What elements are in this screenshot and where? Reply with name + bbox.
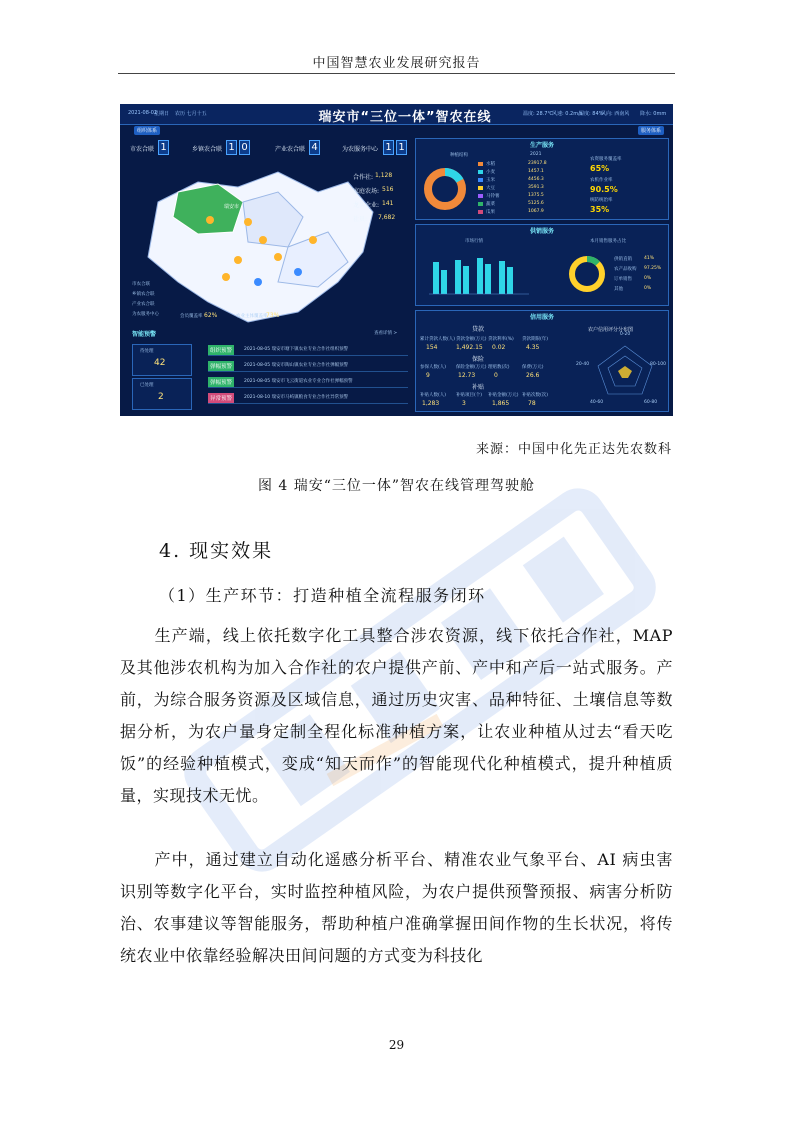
alert-count-value: 42: [154, 358, 166, 368]
map-stat-value: 141: [382, 200, 394, 207]
orders-donut: [565, 252, 609, 296]
crop-value: 4456.3: [528, 177, 544, 182]
crop-swatch: [478, 162, 483, 166]
crop-swatch: [478, 194, 483, 198]
stat-label: 乡镇农合联: [192, 146, 223, 153]
crop-name: 玉米: [486, 178, 495, 183]
stat-digit: 4: [309, 140, 320, 155]
alert-text: 2021-08-10 瑞安市马屿镇粮食专业合作社异常预警: [244, 395, 349, 400]
radar-label: 0-20: [620, 332, 631, 337]
alert-row[interactable]: [208, 392, 408, 404]
dashboard-temp: 温度: 28.7℃: [523, 111, 554, 117]
market-bars: [425, 252, 535, 297]
stat-digit: 1: [226, 140, 237, 155]
credit-item-value: 0.02: [492, 344, 506, 351]
legend-item: 产业农合联: [132, 302, 155, 307]
credit-item-label: 参保人数(人): [420, 365, 447, 370]
stat-digit: 1: [158, 140, 169, 155]
market-label: 市场行情: [465, 239, 483, 244]
map-marker: [234, 256, 242, 264]
alert-row[interactable]: [208, 360, 408, 372]
alert-row[interactable]: [208, 376, 408, 388]
production-title: 生产服务: [530, 142, 555, 149]
map-pct-value: 73%: [266, 312, 280, 319]
credit-item-label: 贷款利率(%): [488, 337, 514, 342]
stat-digit: 1: [383, 140, 394, 155]
credit-item-value: 3: [462, 400, 466, 407]
map-stat-value: 7,682: [378, 214, 396, 221]
legend-item: 乡镇农合联: [132, 292, 155, 297]
dashboard-wind: 风速: 0.2m/s: [552, 111, 583, 117]
credit-item-value: 154: [426, 344, 438, 351]
alert-text: 2021-08-05 瑞安市陶山镇农业专业合作社弹幅预警: [244, 363, 349, 368]
map-marker: [222, 273, 230, 281]
rate-value: 65%: [590, 164, 610, 173]
alert-row[interactable]: [208, 344, 408, 356]
radar-label: 20-40: [576, 362, 590, 367]
subsidy-label: 补贴: [472, 384, 485, 391]
crop-swatch: [478, 202, 483, 206]
credit-item-value: 1,865: [492, 400, 510, 407]
credit-item-value: 1,283: [422, 400, 440, 407]
credit-item-label: 补贴人数(人): [420, 393, 447, 398]
order-item: 其他: [614, 287, 623, 292]
alert-count-label: 已处理: [140, 383, 154, 388]
page-number: 29: [388, 1038, 405, 1052]
paragraph-text: 产中，通过建立自动化遥感分析平台、精准农业气象平台、AI 病虫害识别等数字化平台，实时监控种植风险，为农户提供预警预报、病害分析防治、农事建议等智能服务，帮助种植户准确掌握田间作物的生长状况，将传统农业中依靠经验解决田间问题的方式变为科技化: [120, 850, 673, 965]
crop-name: 瓜果: [486, 210, 495, 215]
dashboard-winddir: 风向: 西南风: [601, 111, 630, 117]
credit-item-value: 1,492.15: [456, 344, 483, 351]
credit-item-value: 12.73: [458, 372, 476, 379]
map-marker: [244, 218, 252, 226]
paragraph: [120, 844, 673, 972]
credit-item-value: 9: [426, 372, 430, 379]
year-select[interactable]: 2021: [530, 152, 542, 157]
map-marker: [309, 236, 317, 244]
map-region-label: 瑞安市: [224, 204, 240, 210]
insure-label: 保险: [472, 356, 485, 363]
rate-label: 农机作业率: [590, 178, 613, 183]
loan-label: 贷款: [472, 326, 485, 333]
map-marker: [206, 216, 214, 224]
map-stat-label: 家庭农场:: [353, 188, 380, 195]
org-system-tag: 组织体系: [134, 126, 160, 135]
region-map: [128, 162, 388, 332]
radar-label: 40-60: [590, 400, 604, 405]
alert-tag: 弹幅预警: [208, 361, 234, 371]
order-item: 供销直销: [614, 257, 632, 262]
crop-name: 蔬菜: [486, 202, 495, 207]
header-rule: [118, 73, 675, 74]
stat-digit: 0: [239, 140, 250, 155]
crop-value: 1457.1: [528, 169, 544, 174]
alerts-more-link[interactable]: 查看详情 >: [374, 331, 398, 336]
map-marker: [294, 268, 302, 276]
map-pct-label: 农业主体覆盖率: [236, 314, 268, 319]
crop-structure-label: 种植结构: [450, 153, 468, 158]
order-item: 订单销售: [614, 277, 632, 282]
crop-donut: [420, 164, 470, 214]
crop-swatch: [478, 178, 483, 182]
crop-value: 5125.6: [528, 201, 544, 206]
crop-value: 1067.9: [528, 209, 544, 214]
service-system-tag: 服务体系: [638, 126, 664, 135]
alert-count-value: 2: [158, 392, 164, 402]
crop-value: 3591.3: [528, 185, 544, 190]
supply-title: 供销服务: [530, 228, 555, 235]
alert-text: 2021-08-05 瑞安市塘下镇农业专业合作社组织预警: [244, 347, 349, 352]
figure-caption: 图 4 瑞安“三位一体”智农在线管理驾驶舱: [257, 478, 536, 494]
credit-item-label: 贷款期限(年): [522, 337, 549, 342]
map-stat-label: 社员:: [353, 216, 368, 223]
stat-digit: 1: [396, 140, 407, 155]
legend-item: 市农合联: [132, 282, 150, 287]
crop-swatch: [478, 210, 483, 214]
radar-title: 农户信用评分分布图: [588, 327, 634, 333]
map-stat-value: 516: [382, 186, 394, 193]
page-header: 中国智慧农业发展研究报告: [312, 56, 481, 71]
crop-name: 大豆: [486, 186, 495, 191]
legend-item: 为农服务中心: [132, 312, 159, 317]
map-marker: [254, 278, 262, 286]
dashboard-rain: 降水: 0mm: [640, 111, 667, 117]
credit-item-label: 保险金额(万元): [456, 365, 487, 370]
crop-name: 水稻: [486, 162, 495, 167]
order-item-value: 41%: [644, 256, 655, 261]
rate-value: 35%: [590, 205, 610, 214]
credit-item-value: 78: [528, 400, 536, 407]
alert-text: 2021-08-05 瑞安市飞云街道农业专业合作社弹幅预警: [244, 379, 353, 384]
crop-name: 小麦: [486, 170, 495, 175]
alert-tag: 异常预警: [208, 393, 234, 403]
stat-label: 市农合联: [130, 146, 155, 153]
orders-label: 本月销售服务占比: [590, 239, 626, 244]
alerts-title: 智能预警: [132, 331, 157, 338]
dashboard-figure: [120, 104, 673, 416]
paragraph: [120, 620, 673, 812]
rate-label: 农资服务覆盖率: [590, 157, 622, 162]
rate-label: 统防统治率: [590, 198, 613, 203]
alert-count-label: 待处理: [140, 349, 154, 354]
order-item-value: 0%: [644, 286, 652, 291]
map-pct-label: 会员覆盖率: [180, 314, 203, 319]
dashboard-date: 2021-08-02: [128, 110, 158, 116]
stat-label: 为农服务中心: [342, 146, 379, 153]
map-pct-value: 62%: [204, 312, 218, 319]
order-item-value: 97.25%: [644, 266, 662, 271]
credit-item-value: 4.35: [526, 344, 540, 351]
crop-swatch: [478, 170, 483, 174]
alert-tag: 组织预警: [208, 345, 234, 355]
map-marker: [259, 236, 267, 244]
credit-radar: [590, 340, 660, 398]
alert-tag: 弹幅预警: [208, 377, 234, 387]
subsection-title: （1）生产环节：打造种植全流程服务闭环: [159, 586, 486, 605]
map-stat-value: 1,128: [375, 172, 393, 179]
credit-item-label: 补贴金额(万元): [488, 393, 519, 398]
radar-label: 80-100: [650, 362, 666, 367]
section-title: 4. 现实效果: [159, 540, 274, 562]
dashboard-lunar: 农历 七月十五: [175, 111, 207, 117]
map-marker: [274, 253, 282, 261]
credit-item-label: 理赔数(次): [488, 365, 510, 370]
credit-item-value: 0: [494, 372, 498, 379]
crop-value: 23917.8: [528, 161, 547, 166]
credit-item-value: 26.6: [526, 372, 540, 379]
dashboard-humidity: 湿度: 84%: [579, 111, 604, 117]
dashboard-title: 瑞安市“三位一体”智农在线: [318, 110, 492, 125]
credit-item-label: 累计贷款人数(人): [420, 337, 456, 342]
credit-item-label: 保费(万元): [522, 365, 544, 370]
rate-value: 90.5%: [590, 185, 618, 194]
dashboard-weekday: 星期日: [154, 111, 170, 117]
order-item-value: 0%: [644, 276, 652, 281]
credit-title: 信用服务: [530, 314, 555, 321]
credit-item-label: 补贴项目(个): [456, 393, 483, 398]
crop-value: 1375.5: [528, 193, 544, 198]
radar-label: 60-80: [644, 400, 658, 405]
credit-item-label: 补贴次数(次): [522, 393, 549, 398]
map-stat-label: 合作社:: [353, 174, 374, 181]
figure-source: 来源：中国中化先正达先农数科: [475, 442, 672, 457]
stat-label: 产业农合联: [275, 146, 306, 153]
map-stat-label: 龙头企业:: [353, 202, 380, 209]
credit-item-label: 贷款金额(万元): [456, 337, 487, 342]
crop-swatch: [478, 186, 483, 190]
order-item: 农产品收购: [614, 267, 637, 272]
paragraph-text: 生产端，线上依托数字化工具整合涉农资源，线下依托合作社，MAP 及其他涉农机构为加入合作社的农户提供产前、产中和产后一站式服务。产前，为综合服务资源及区域信息，通过历史灾害、品种特征、土壤信息等数据分析，为农户量身定制全程化标准种植方案，让农业种植从过去“看天吃饭”的经验种植模式，变成“知天而作”的智能现代化种植模式，提升种植质量，实现技术无忧。: [120, 626, 673, 805]
crop-name: 马铃薯: [486, 194, 500, 199]
